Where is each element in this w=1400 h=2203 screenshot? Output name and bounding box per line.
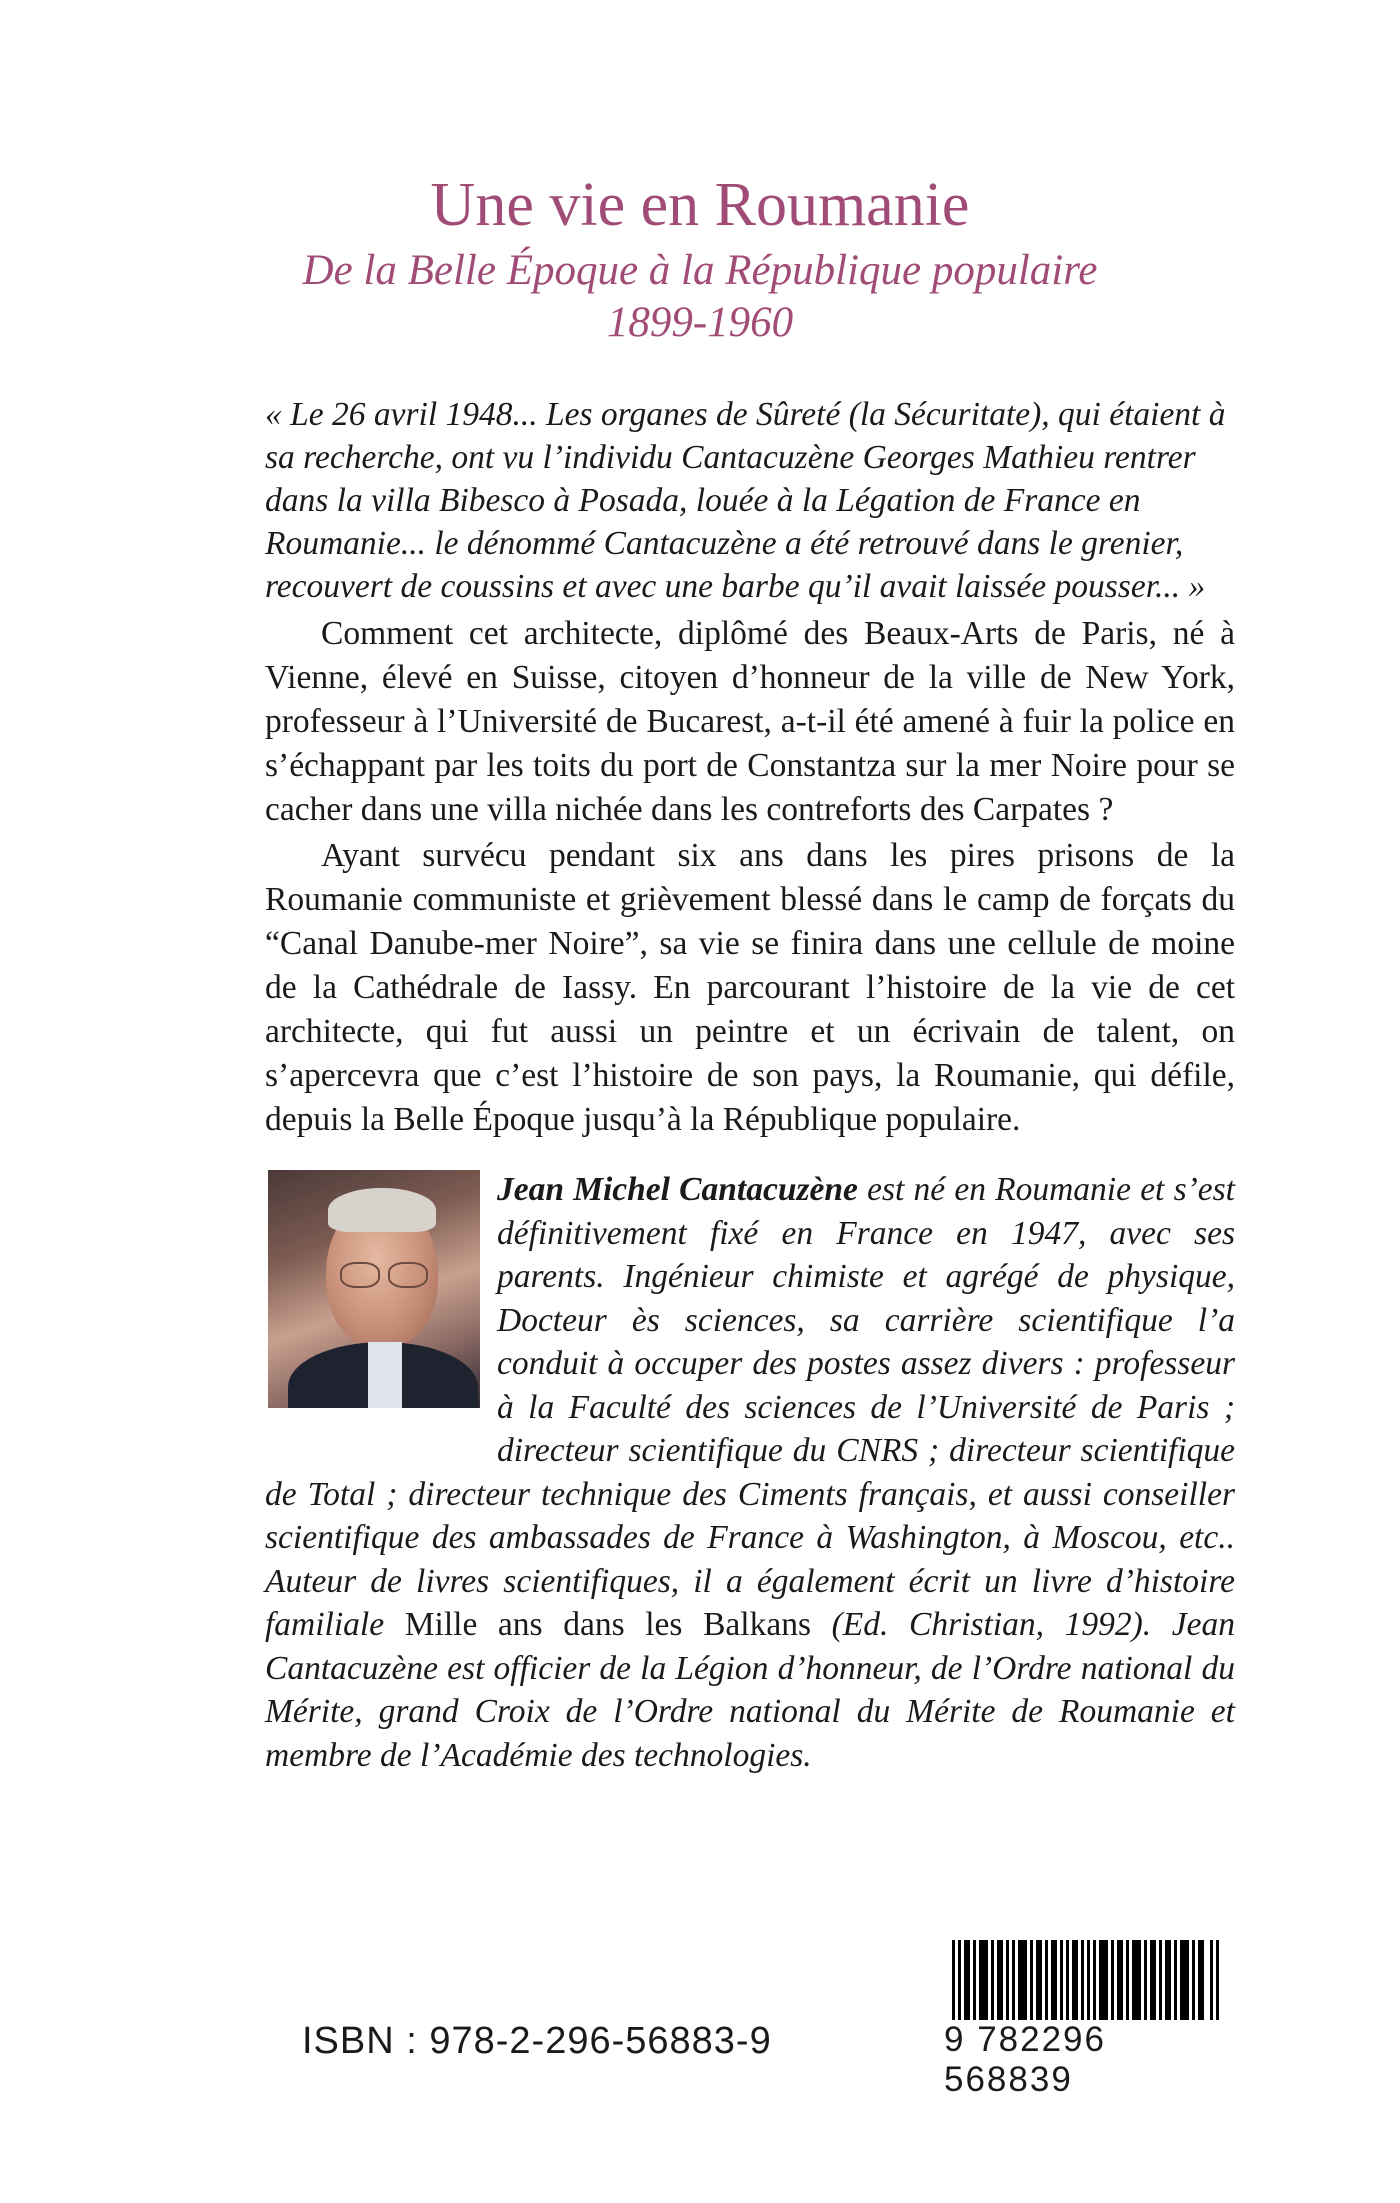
author-bio-text-1: est né en Roumanie et s’est définitivement fixé en France en 1947, avec ses parents. Ingénieur chimiste et agrégé de physique, Docteur ès sciences, sa carrière scientifique l’a conduit à occuper des postes assez divers : professeur à la Faculté des sciences de l’Université de Paris ; directeur scientifique du CNRS ; directeur scientifique de Total ; directeur technique des Ciments français, et aussi conseiller scientifique des ambassades de France à Washington, à Moscou, etc.. Auteur de livres scientifiques, il a également écrit un livre d’histoire familiale [265,1171,1235,1643]
isbn-label: ISBN : 978-2-296-56883-9 [302,2020,772,2062]
book-subtitle: De la Belle Époque à la République populaire [302,247,1098,294]
summary-paragraph-1: Comment cet architecte, diplômé des Beaux-Arts de Paris, né à Vienne, élevé en Suisse, citoyen d’honneur de la ville de New York, professeur à l’Université de Bucarest, a-t-il été amené à fuir la police en s’échappant par les toits du port de Constantza sur la mer Noire pour se cacher dans une villa nichée dans les contreforts des Carpates ? [265,615,1235,828]
author-bio [265,1168,1235,1777]
author-bio-text-2: (Ed. Christian, 1992). Jean Cantacuzène est officier de la Légion d’honneur, de l’Ordre national du Mérite, grand Croix de l’Ordre national du Mérite de Roumanie et membre de l’Académie des technologies. [265,1606,1235,1774]
summary-paragraph-2: Ayant survécu pendant six ans dans les pires prisons de la Roumanie communiste et grièvement blessé dans le camp de forçats du “Canal Danube-mer Noire”, sa vie se finira dans une cellule de moine de la Cathédrale de Iassy. En parcourant l’histoire de la vie de cet architecte, qui fut aussi un peintre et un écrivain de talent, on s’apercevra que c’est l’histoire de son pays, la Roumanie, qui défile, depuis la Belle Époque jusqu’à la République populaire. [265,837,1235,1138]
book-reference: Mille ans dans les Balkans [404,1606,812,1643]
opening-quote: « Le 26 avril 1948... Les organes de Sûreté (la Sécuritate), qui étaient à sa recherche, ont vu l’individu Cantacuzène Georges Mathieu rentrer dans la villa Bibesco à Posada, louée à la Légation de France en Roumanie... le dénommé Cantacuzène a été retrouvé dans le grenier, recouvert de coussins et avec une barbe qu’il avait laissée pousser... » [265,396,1226,605]
barcode-number: 9 782296 568839 [938,2020,1244,2100]
book-years: 1899-1960 [606,299,794,346]
book-title: Une vie en Roumanie [430,171,970,239]
author-name: Jean Michel Cantacuzène [497,1171,858,1208]
